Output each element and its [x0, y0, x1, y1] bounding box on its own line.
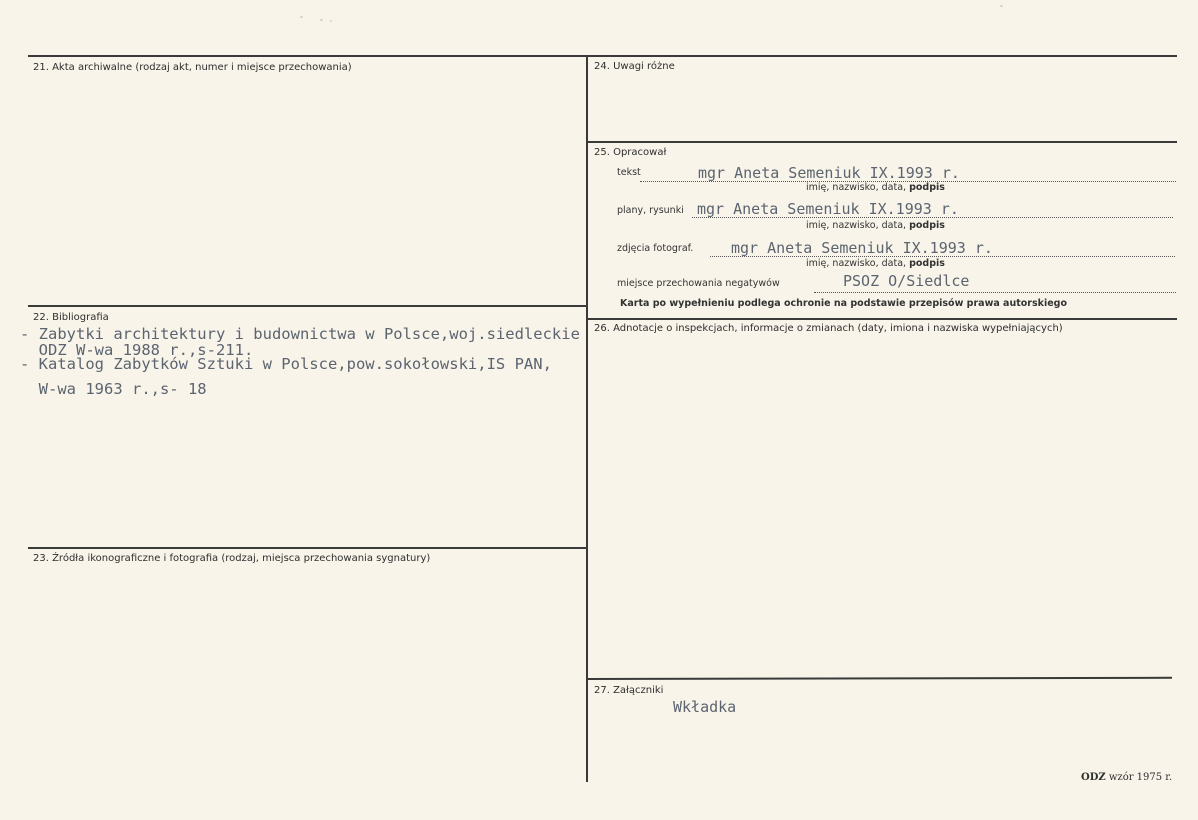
top-rule — [28, 55, 1177, 57]
bibliography-line-3: - Katalog Zabytków Sztuki w Polsce,pow.sokołowski,IS PAN, — [20, 355, 552, 373]
zdjecia-value: mgr Aneta Semeniuk IX.1993 r. — [731, 239, 993, 257]
bibliography-line-2: ODZ W-wa 1988 r.,s-211. — [20, 341, 254, 359]
bibliography-line-1: - Zabytki architektury i budownictwa w Polsce,woj.siedleckie — [20, 325, 580, 343]
tekst-caption-text: imię, nazwisko, data, — [806, 182, 907, 193]
section-23-label: 23. Źródła ikonograficzne i fotografia (rodzaj, miejsca przechowania sygnatury) — [33, 553, 431, 564]
section-26-label: 26. Adnotacje o inspekcjach, informacje o zmianach (daty, imiona i nazwiska wypełniających) — [594, 323, 1063, 334]
paper-mark — [330, 20, 332, 22]
miejsce-label: miejsce przechowania negatywów — [617, 278, 780, 289]
paper-mark — [300, 16, 303, 18]
zdjecia-caption-text: imię, nazwisko, data, — [806, 258, 907, 269]
attachment-value: Wkładka — [673, 698, 737, 716]
paper-mark — [320, 19, 323, 21]
section-22-label: 22. Bibliografia — [33, 312, 109, 323]
divider-26-27 — [588, 677, 1172, 680]
copyright-note: Karta po wypełnieniu podlega ochronie na podstawie przepisów prawa autorskiego — [620, 298, 1067, 309]
odz-mark: ODZ — [1081, 772, 1106, 783]
tekst-label: tekst — [617, 167, 641, 178]
zdjecia-label: zdjęcia fotograf. — [617, 243, 694, 254]
divider-22-23 — [28, 547, 586, 549]
center-divider — [586, 55, 588, 782]
section-27-label: 27. Załączniki — [594, 685, 664, 696]
miejsce-value: PSOZ O/Siedlce — [843, 272, 970, 290]
form-version: wzór 1975 r. — [1108, 772, 1173, 783]
plany-value: mgr Aneta Semeniuk IX.1993 r. — [697, 200, 959, 218]
divider-21-22 — [28, 305, 586, 307]
divider-25-26 — [588, 318, 1177, 320]
tekst-caption-sign: podpis — [909, 182, 945, 193]
form-version-footer — [1081, 772, 1172, 784]
zdjecia-caption — [806, 258, 945, 269]
section-24-label: 24. Uwagi różne — [594, 61, 675, 72]
plany-caption — [806, 220, 945, 231]
plany-caption-text: imię, nazwisko, data, — [806, 220, 907, 231]
section-25-label: 25. Opracował — [594, 147, 667, 158]
zdjecia-caption-sign: podpis — [909, 258, 945, 269]
miejsce-dotted-line — [814, 292, 1176, 293]
plany-caption-sign: podpis — [909, 220, 945, 231]
plany-label: plany, rysunki — [617, 205, 684, 216]
tekst-caption — [806, 182, 945, 193]
paper-mark — [1000, 5, 1003, 7]
divider-24-25 — [588, 141, 1177, 143]
tekst-value: mgr Aneta Semeniuk IX.1993 r. — [698, 164, 960, 182]
bibliography-line-4: W-wa 1963 r.,s- 18 — [20, 380, 207, 398]
section-21-label: 21. Akta archiwalne (rodzaj akt, numer i miejsce przechowania) — [33, 62, 352, 73]
